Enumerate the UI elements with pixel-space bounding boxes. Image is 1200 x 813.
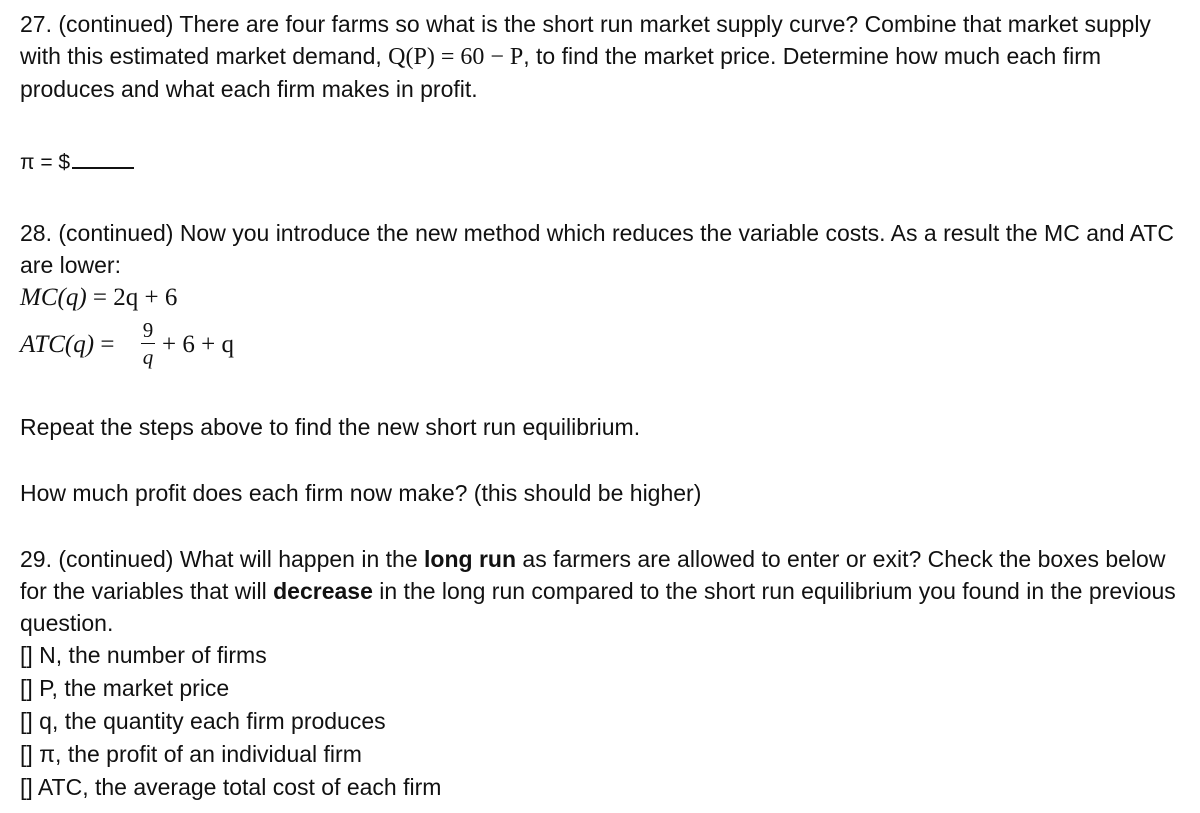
atc-denominator: q — [142, 345, 154, 369]
q27-text-post: , to find the market price. Determine how much each firm produces and what each firm makes in profit. — [20, 43, 1102, 102]
q28-repeat: Repeat the steps above to find the new short run equilibrium. — [20, 414, 641, 440]
option-number-of-firms[interactable]: [] N, the number of firms — [20, 642, 267, 668]
atc-lhs: ATC(q) — [20, 331, 95, 358]
mc-lhs: MC(q) — [20, 284, 87, 311]
option-firm-profit[interactable]: [] π, the profit of an individual firm — [20, 741, 362, 767]
q27-text-pre: 27. (continued) There are four farms so what is the short run market supply curve? Combine that market supply with this estimated market demand, — [20, 11, 1151, 69]
q29-bold-long-run: long run — [424, 546, 517, 572]
q29-intro — [20, 543, 1190, 639]
demand-equation: Q(P) = 60 − P — [388, 44, 524, 70]
atc-equation — [20, 315, 1190, 375]
q28-profit-question: How much profit does each firm now make? (this should be higher) — [20, 480, 702, 506]
q27-profit-answer — [20, 149, 1190, 177]
q29-options — [20, 639, 1190, 804]
q29-bold-decrease: decrease — [273, 578, 373, 604]
mc-rhs: = 2q + 6 — [92, 284, 178, 311]
atc-fraction — [141, 319, 155, 368]
atc-rest: + 6 + q — [162, 331, 234, 358]
option-market-price[interactable]: [] P, the market price — [20, 675, 230, 701]
answer-blank[interactable] — [72, 149, 134, 169]
q29-intro-c: in the long run compared to the short run equilibrium you found in the previous question. — [20, 578, 1176, 636]
q27-text — [20, 8, 1190, 105]
cost-equations — [20, 281, 1190, 375]
profit-label: π = $ — [20, 151, 71, 174]
q29-intro-b: as farmers are allowed to enter or exit? Check the boxes below for the variables that will — [20, 546, 1166, 604]
q28-intro: 28. (continued) Now you introduce the new method which reduces the variable costs. As a result the MC and ATC are lower: — [20, 220, 1175, 278]
option-firm-quantity[interactable]: [] q, the quantity each firm produces — [20, 708, 386, 734]
worksheet-page — [20, 8, 1190, 804]
q29-intro-a: 29. (continued) What will happen in the — [20, 546, 425, 572]
mc-equation — [20, 281, 1190, 315]
option-average-total-cost[interactable]: [] ATC, the average total cost of each firm — [20, 774, 442, 800]
fraction-bar — [141, 343, 155, 344]
atc-numerator: 9 — [142, 318, 154, 342]
atc-equals: = — [100, 331, 115, 358]
